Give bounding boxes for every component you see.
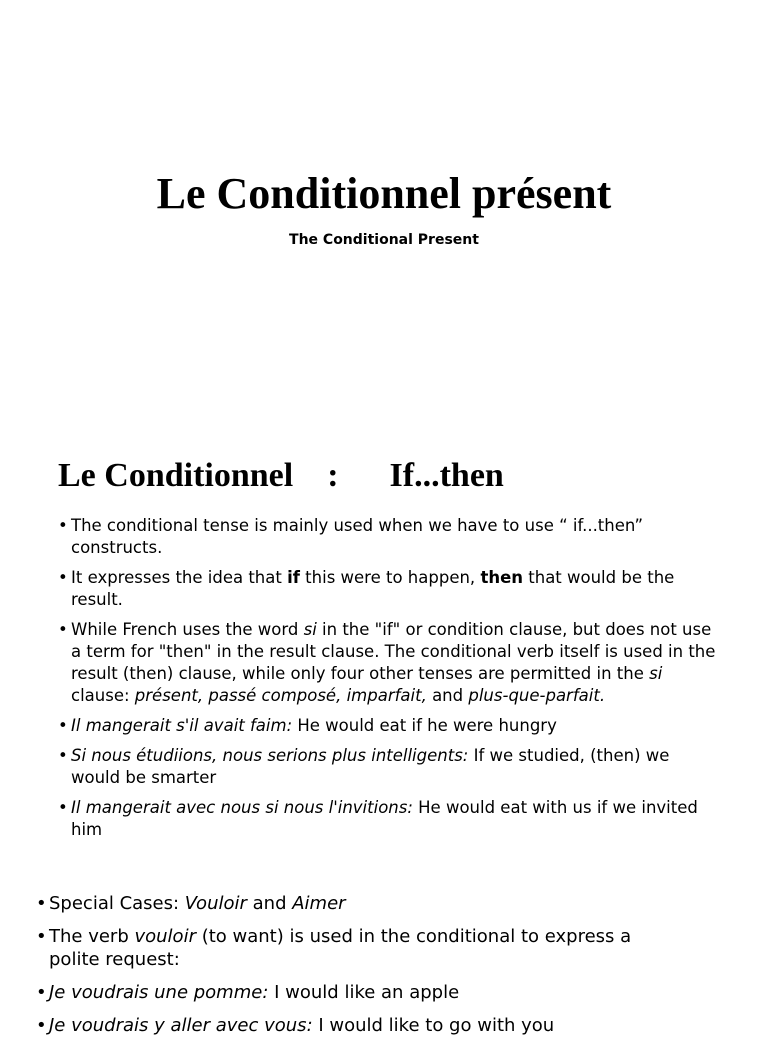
text-run: While French uses the word bbox=[71, 620, 304, 639]
text-run: Il mangerait avec nous si nous l'invitions: bbox=[71, 798, 413, 817]
list-item bbox=[36, 892, 636, 915]
text-run: si bbox=[649, 664, 663, 683]
list-item bbox=[58, 715, 718, 737]
text-run: if bbox=[287, 568, 300, 587]
text-run: and bbox=[246, 893, 293, 914]
text-run: that would be the result. bbox=[71, 568, 675, 609]
text-run: The conditional tense is mainly used when we have to use “ if...then” constructs. bbox=[71, 516, 643, 557]
bullet-list bbox=[58, 515, 718, 849]
text-run: présent, passé composé, imparfait, bbox=[134, 686, 427, 705]
text-run: If we studied, (then) we would be smarter bbox=[71, 746, 670, 787]
text-run: He would eat if he were hungry bbox=[292, 716, 557, 735]
list-item bbox=[36, 981, 636, 1004]
list-item bbox=[58, 567, 718, 611]
text-run: this were to happen, bbox=[299, 568, 481, 587]
text-run: vouloir bbox=[134, 926, 196, 947]
list-item bbox=[36, 925, 636, 971]
slide-title: Le Conditionnel présent bbox=[156, 169, 612, 218]
list-item bbox=[58, 619, 718, 707]
text-run: plus-que-parfait. bbox=[468, 686, 606, 705]
text-run: He would eat with us if we invited him bbox=[71, 798, 698, 839]
text-run: It expresses the idea that bbox=[71, 568, 288, 587]
list-item bbox=[58, 797, 718, 841]
text-run: Special Cases: bbox=[49, 893, 185, 914]
title-slide bbox=[0, 0, 768, 440]
if-then-slide bbox=[0, 440, 768, 860]
slide-subtitle: The Conditional Present bbox=[289, 232, 479, 248]
text-run: then bbox=[480, 568, 524, 587]
text-run: Vouloir bbox=[184, 893, 247, 914]
text-run: Je voudrais une pomme: bbox=[49, 982, 269, 1003]
special-cases-slide bbox=[0, 860, 768, 1036]
list-item bbox=[36, 1014, 636, 1037]
list-item bbox=[58, 515, 718, 559]
slide-heading: Le Conditionnel : If...then bbox=[58, 457, 504, 494]
text-run: The verb bbox=[49, 926, 135, 947]
text-run: Il mangerait s'il avait faim: bbox=[71, 716, 293, 735]
list-item bbox=[58, 745, 718, 789]
text-run: Je voudrais y aller avec vous: bbox=[49, 1015, 313, 1036]
text-run: si bbox=[303, 620, 317, 639]
text-run: Si nous étudiions, nous serions plus intelligents: bbox=[71, 746, 469, 765]
text-run: Aimer bbox=[292, 893, 346, 914]
text-run: (to want) is used in the conditional to express a polite request: bbox=[49, 926, 632, 970]
text-run: and bbox=[426, 686, 469, 705]
text-run: I would like to go with you bbox=[312, 1015, 555, 1036]
text-run: I would like an apple bbox=[268, 982, 460, 1003]
text-run: in the "if" or condition clause, but does not use a term for "then" in the result clause. The conditional verb itself is used in the result (then) clause, while only four other tenses are permitted in the bbox=[71, 620, 716, 683]
text-run: clause: bbox=[71, 686, 135, 705]
